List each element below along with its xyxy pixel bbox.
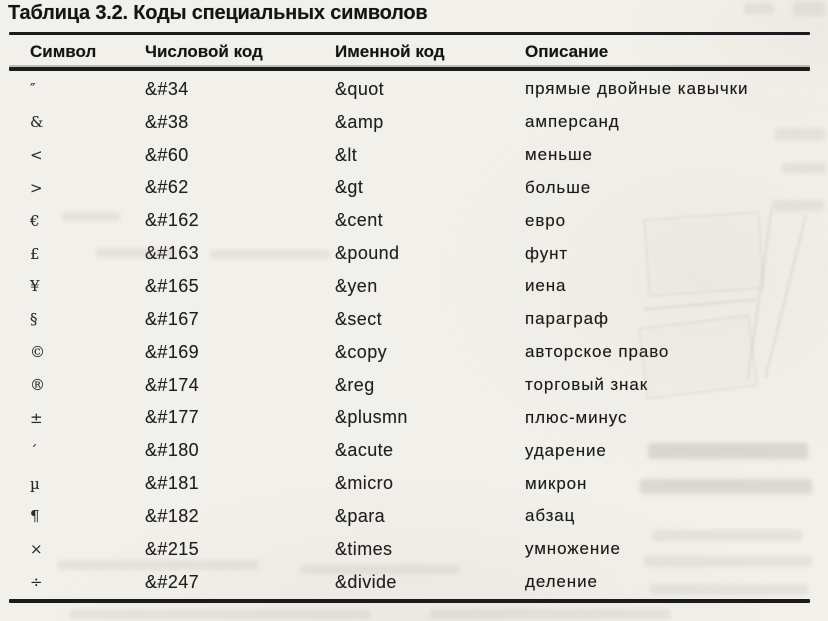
table-row <box>9 237 810 270</box>
named-code-cell: &times <box>335 538 393 559</box>
named-code-cell: &acute <box>335 440 394 461</box>
numeric-code-cell: &#162 <box>145 210 200 231</box>
header-symbol: Символ <box>30 41 97 61</box>
named-code-cell: &copy <box>335 341 388 362</box>
table-caption: Таблица 3.2. Коды специальных символов <box>8 2 428 24</box>
symbol-cell: § <box>30 310 38 329</box>
description-cell: больше <box>525 177 592 197</box>
numeric-code-cell: &#181 <box>145 473 200 494</box>
table-row <box>9 533 810 566</box>
named-code-cell: &lt <box>335 144 358 165</box>
table-row <box>9 73 810 106</box>
symbol-cell: ± <box>30 408 43 427</box>
bleed-through-smudge <box>430 609 670 619</box>
named-code-cell: &sect <box>335 308 383 329</box>
symbol-cell: & <box>30 113 44 132</box>
table-body <box>9 73 810 599</box>
description-cell: плюс-минус <box>525 407 628 427</box>
named-code-cell: &cent <box>335 210 384 231</box>
header-description: Описание <box>525 41 609 61</box>
header-named-code: Именной код <box>335 41 445 61</box>
numeric-code-cell: &#34 <box>145 78 189 99</box>
table-header-row <box>9 37 828 66</box>
symbol-cell: ® <box>30 376 45 395</box>
numeric-code-cell: &#169 <box>145 341 200 362</box>
rule-under-header <box>9 67 810 71</box>
description-cell: параграф <box>525 309 609 329</box>
named-code-cell: &divide <box>335 571 397 592</box>
symbol-cell: ÷ <box>30 573 43 592</box>
table-row <box>9 106 810 139</box>
numeric-code-cell: &#215 <box>145 538 200 559</box>
symbol-cell: × <box>30 540 43 559</box>
symbol-cell: ´ <box>30 441 38 460</box>
symbol-cell: € <box>30 211 40 230</box>
named-code-cell: &pound <box>335 243 400 264</box>
description-cell: амперсанд <box>525 112 620 132</box>
description-cell: абзац <box>525 506 576 526</box>
description-cell: торговый знак <box>525 375 649 395</box>
rule-table-bottom <box>9 599 810 603</box>
numeric-code-cell: &#177 <box>145 407 200 428</box>
header-numeric-code: Числовой код <box>145 41 263 61</box>
numeric-code-cell: &#174 <box>145 374 200 395</box>
description-cell: умножение <box>525 539 621 559</box>
named-code-cell: &para <box>335 505 386 526</box>
description-cell: деление <box>525 572 598 592</box>
symbol-cell: £ <box>30 244 40 263</box>
bleed-through-smudge <box>793 1 825 16</box>
description-cell: фунт <box>525 243 569 263</box>
table-row <box>9 500 810 533</box>
table-row <box>9 369 810 402</box>
table-row <box>9 566 810 599</box>
description-cell: ударение <box>525 440 607 460</box>
description-cell: микрон <box>525 473 588 493</box>
named-code-cell: &plusmn <box>335 407 408 428</box>
numeric-code-cell: &#180 <box>145 440 200 461</box>
symbol-cell: ¥ <box>30 277 40 296</box>
numeric-code-cell: &#163 <box>145 243 200 264</box>
named-code-cell: &gt <box>335 177 364 198</box>
numeric-code-cell: &#182 <box>145 505 200 526</box>
table-row <box>9 270 810 303</box>
numeric-code-cell: &#62 <box>145 177 189 198</box>
named-code-cell: &quot <box>335 78 385 99</box>
description-cell: меньше <box>525 145 593 165</box>
named-code-cell: &amp <box>335 111 384 132</box>
description-cell: иена <box>525 276 567 296</box>
bleed-through-smudge <box>70 610 370 619</box>
table-row <box>9 139 810 172</box>
description-cell: евро <box>525 210 566 230</box>
table-row <box>9 303 810 336</box>
symbol-cell: ″ <box>30 80 36 99</box>
table-row <box>9 434 810 467</box>
rule-under-title <box>9 32 810 35</box>
table-row <box>9 204 810 237</box>
numeric-code-cell: &#38 <box>145 111 189 132</box>
symbol-cell: < <box>30 146 43 165</box>
numeric-code-cell: &#247 <box>145 571 200 592</box>
description-cell: прямые двойные кавычки <box>525 79 749 99</box>
symbol-cell: µ <box>30 474 40 493</box>
named-code-cell: &yen <box>335 275 378 296</box>
numeric-code-cell: &#165 <box>145 275 200 296</box>
bleed-through-smudge <box>744 3 774 14</box>
numeric-code-cell: &#167 <box>145 308 200 329</box>
symbol-cell: > <box>30 178 43 197</box>
table-row <box>9 467 810 500</box>
table-row <box>9 172 810 205</box>
named-code-cell: &micro <box>335 473 394 494</box>
table-row <box>9 336 810 369</box>
table-row <box>9 401 810 434</box>
symbol-cell: ¶ <box>30 507 40 526</box>
symbol-cell: © <box>30 343 45 362</box>
numeric-code-cell: &#60 <box>145 144 189 165</box>
description-cell: авторское право <box>525 342 670 362</box>
named-code-cell: &reg <box>335 374 375 395</box>
